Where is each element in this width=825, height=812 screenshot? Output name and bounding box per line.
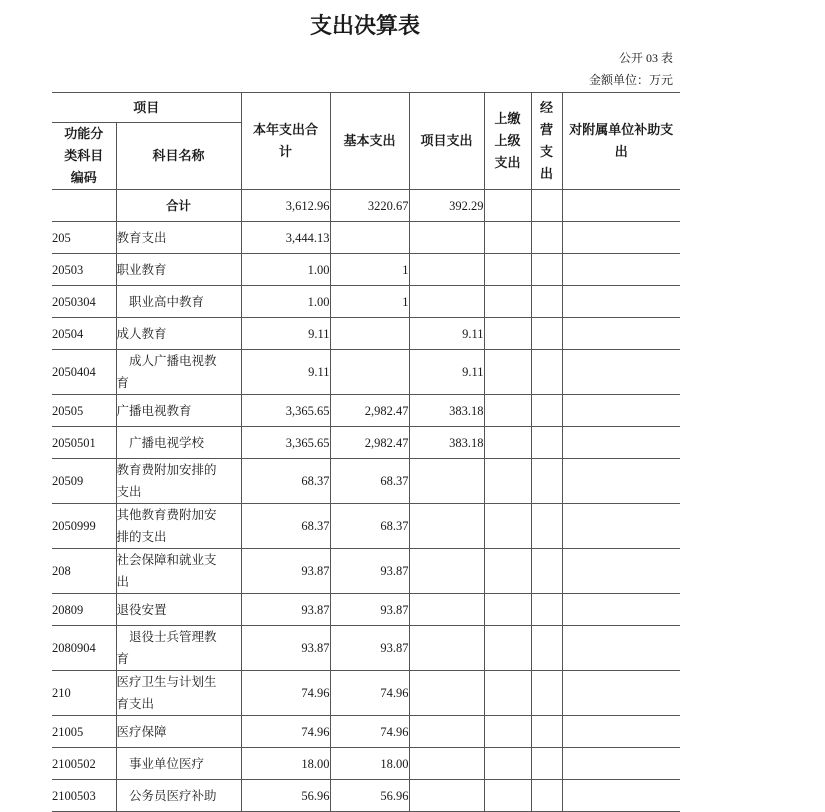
header-subject-name — [116, 123, 241, 190]
subject-code: 205 — [52, 222, 116, 254]
total-expense-value: 3,612.96 — [241, 190, 330, 222]
table-row — [52, 626, 680, 671]
table-row — [52, 222, 680, 254]
remit-to-superior-value — [484, 716, 531, 748]
subject-code: 210 — [52, 671, 116, 716]
subject-code: 2050404 — [52, 350, 116, 395]
basic-expense-value: 1 — [330, 286, 409, 318]
project-expense-value — [409, 254, 484, 286]
subject-name — [116, 716, 241, 748]
header-remit-to-superior — [484, 93, 531, 190]
subject-code: 2050304 — [52, 286, 116, 318]
remit-to-superior-value — [484, 671, 531, 716]
table-row — [52, 716, 680, 748]
subject-name — [116, 350, 241, 395]
header-basic-expense — [330, 93, 409, 190]
project-expense-value: 383.18 — [409, 395, 484, 427]
table-row — [52, 504, 680, 549]
expenditure-table — [52, 92, 680, 812]
header-subsidy-to-affiliates — [562, 93, 680, 190]
project-expense-value — [409, 549, 484, 594]
basic-expense-value — [330, 222, 409, 254]
subject-code: 2050501 — [52, 427, 116, 459]
subject-name — [116, 549, 241, 594]
basic-expense-value: 74.96 — [330, 671, 409, 716]
project-expense-value — [409, 594, 484, 626]
subject-name — [116, 594, 241, 626]
subject-code: 2100503 — [52, 780, 116, 812]
business-expense-value — [531, 459, 562, 504]
subject-code: 2050999 — [52, 504, 116, 549]
amount-unit: 金额单位：万元 — [588, 73, 673, 87]
remit-to-superior-value — [484, 780, 531, 812]
subject-code: 2080904 — [52, 626, 116, 671]
table-row — [52, 671, 680, 716]
basic-expense-value: 93.87 — [330, 626, 409, 671]
total-expense-value: 93.87 — [241, 594, 330, 626]
subject-name — [116, 318, 241, 350]
total-expense-value: 56.96 — [241, 780, 330, 812]
subject-name-text: 合计 — [166, 198, 192, 213]
table-row — [52, 395, 680, 427]
subsidy-to-affiliates-value — [562, 748, 680, 780]
total-expense-value: 74.96 — [241, 671, 330, 716]
subject-name-text: 教育费附加安排的支出 — [116, 463, 217, 499]
project-expense-value — [409, 748, 484, 780]
header-subject-name-label: 科目名称 — [152, 148, 205, 163]
header-item-label: 项目 — [133, 99, 160, 115]
remit-to-superior-value — [484, 222, 531, 254]
header-function-code — [52, 123, 116, 190]
project-expense-value: 9.11 — [409, 350, 484, 395]
subject-name — [116, 190, 241, 222]
subject-name-text: 社会保障和就业支出 — [116, 553, 217, 589]
basic-expense-value — [330, 318, 409, 350]
basic-expense-value: 2,982.47 — [330, 427, 409, 459]
business-expense-value — [531, 222, 562, 254]
basic-expense-value: 74.96 — [330, 716, 409, 748]
subject-name-text: 教育支出 — [116, 230, 167, 245]
total-expense-value: 68.37 — [241, 504, 330, 549]
total-expense-value: 93.87 — [241, 626, 330, 671]
subsidy-to-affiliates-value — [562, 504, 680, 549]
subject-code: 20505 — [52, 395, 116, 427]
subsidy-to-affiliates-value — [562, 549, 680, 594]
subject-code: 20504 — [52, 318, 116, 350]
basic-expense-value: 2,982.47 — [330, 395, 409, 427]
subsidy-to-affiliates-value — [562, 459, 680, 504]
subject-name — [116, 780, 241, 812]
basic-expense-value: 93.87 — [330, 549, 409, 594]
table-row — [52, 780, 680, 812]
subsidy-to-affiliates-value — [562, 626, 680, 671]
business-expense-value — [531, 594, 562, 626]
subject-code: 21005 — [52, 716, 116, 748]
subsidy-to-affiliates-value — [562, 427, 680, 459]
header-total-expense — [241, 93, 330, 190]
subject-name-text: 其他教育费附加安排的支出 — [116, 508, 217, 544]
business-expense-value — [531, 286, 562, 318]
total-expense-value: 93.87 — [241, 549, 330, 594]
subject-name-text: 退役安置 — [116, 602, 167, 617]
header-project-expense — [409, 93, 484, 190]
table-header — [52, 93, 680, 190]
subsidy-to-affiliates-value — [562, 222, 680, 254]
subsidy-to-affiliates-value — [562, 350, 680, 395]
subject-name-text: 事业单位医疗 — [129, 756, 205, 771]
project-expense-value — [409, 504, 484, 549]
subsidy-to-affiliates-value — [562, 318, 680, 350]
project-expense-value: 392.29 — [409, 190, 484, 222]
remit-to-superior-value — [484, 190, 531, 222]
header-item — [52, 93, 241, 123]
project-expense-value — [409, 459, 484, 504]
remit-to-superior-value — [484, 318, 531, 350]
business-expense-value — [531, 395, 562, 427]
header-function-code-label: 功能分类科目编码 — [64, 126, 104, 185]
table-row — [52, 594, 680, 626]
subject-name-text: 广播电视教育 — [116, 403, 192, 418]
business-expense-value — [531, 671, 562, 716]
subject-code: 20809 — [52, 594, 116, 626]
total-expense-value: 3,365.65 — [241, 427, 330, 459]
business-expense-value — [531, 350, 562, 395]
table-row — [52, 549, 680, 594]
basic-expense-value: 3220.67 — [330, 190, 409, 222]
header-row-top — [52, 93, 680, 123]
remit-to-superior-value — [484, 504, 531, 549]
subsidy-to-affiliates-value — [562, 190, 680, 222]
total-row — [52, 190, 680, 222]
business-expense-value — [531, 254, 562, 286]
basic-expense-value: 68.37 — [330, 459, 409, 504]
subsidy-to-affiliates-value — [562, 254, 680, 286]
subject-name — [116, 222, 241, 254]
total-expense-value: 1.00 — [241, 254, 330, 286]
subject-code — [52, 190, 116, 222]
subject-name — [116, 748, 241, 780]
page-title: 支出决算表 — [309, 13, 420, 38]
remit-to-superior-value — [484, 254, 531, 286]
subsidy-to-affiliates-value — [562, 671, 680, 716]
total-expense-value: 1.00 — [241, 286, 330, 318]
subsidy-to-affiliates-value — [562, 594, 680, 626]
subject-name-text: 广播电视学校 — [129, 435, 205, 450]
header-total-expense-label: 本年支出合计 — [253, 122, 319, 159]
remit-to-superior-value — [484, 748, 531, 780]
subject-name — [116, 395, 241, 427]
project-expense-value — [409, 716, 484, 748]
subject-name-text: 公务员医疗补助 — [129, 788, 217, 803]
subject-name — [116, 427, 241, 459]
subject-name — [116, 671, 241, 716]
total-expense-value: 3,365.65 — [241, 395, 330, 427]
table-row — [52, 350, 680, 395]
subject-name-text: 成人教育 — [116, 326, 167, 341]
basic-expense-value — [330, 350, 409, 395]
subsidy-to-affiliates-value — [562, 286, 680, 318]
project-expense-value: 9.11 — [409, 318, 484, 350]
basic-expense-value: 56.96 — [330, 780, 409, 812]
business-expense-value — [531, 427, 562, 459]
header-basic-expense-label: 基本支出 — [343, 133, 396, 148]
total-expense-value: 3,444.13 — [241, 222, 330, 254]
subject-code: 20503 — [52, 254, 116, 286]
project-expense-value — [409, 222, 484, 254]
subject-name — [116, 504, 241, 549]
table-row — [52, 318, 680, 350]
remit-to-superior-value — [484, 395, 531, 427]
remit-to-superior-value — [484, 459, 531, 504]
subject-name-text: 退役士兵管理教育 — [116, 630, 217, 666]
header-subsidy-to-affiliates-label: 对附属单位补助支出 — [569, 122, 674, 159]
header-project-expense-label: 项目支出 — [420, 133, 473, 148]
business-expense-value — [531, 504, 562, 549]
subsidy-to-affiliates-value — [562, 395, 680, 427]
business-expense-value — [531, 780, 562, 812]
business-expense-value — [531, 190, 562, 222]
subsidy-to-affiliates-value — [562, 716, 680, 748]
subject-name — [116, 286, 241, 318]
total-expense-value: 9.11 — [241, 318, 330, 350]
basic-expense-value: 18.00 — [330, 748, 409, 780]
table-row — [52, 286, 680, 318]
form-number: 公开 03 表 — [618, 51, 673, 65]
subsidy-to-affiliates-value — [562, 780, 680, 812]
project-expense-value — [409, 780, 484, 812]
table-row — [52, 427, 680, 459]
business-expense-value — [531, 748, 562, 780]
remit-to-superior-value — [484, 350, 531, 395]
remit-to-superior-value — [484, 286, 531, 318]
basic-expense-value: 68.37 — [330, 504, 409, 549]
business-expense-value — [531, 318, 562, 350]
table-body — [52, 190, 680, 812]
subject-name — [116, 254, 241, 286]
header-business-expense-label: 经营支出 — [540, 100, 554, 181]
subject-name-text: 医疗保障 — [116, 724, 167, 739]
business-expense-value — [531, 549, 562, 594]
project-expense-value: 383.18 — [409, 427, 484, 459]
remit-to-superior-value — [484, 626, 531, 671]
total-expense-value: 68.37 — [241, 459, 330, 504]
header-business-expense — [531, 93, 562, 190]
subject-code: 2100502 — [52, 748, 116, 780]
business-expense-value — [531, 626, 562, 671]
remit-to-superior-value — [484, 594, 531, 626]
subject-name-text: 职业高中教育 — [129, 294, 205, 309]
header-remit-to-superior-label: 上缴上级支出 — [494, 111, 521, 170]
subject-code: 208 — [52, 549, 116, 594]
table-row — [52, 459, 680, 504]
basic-expense-value: 1 — [330, 254, 409, 286]
subject-name — [116, 459, 241, 504]
project-expense-value — [409, 671, 484, 716]
total-expense-value: 74.96 — [241, 716, 330, 748]
subject-name-text: 医疗卫生与计划生育支出 — [116, 675, 217, 711]
project-expense-value — [409, 286, 484, 318]
remit-to-superior-value — [484, 427, 531, 459]
subject-name — [116, 626, 241, 671]
total-expense-value: 9.11 — [241, 350, 330, 395]
remit-to-superior-value — [484, 549, 531, 594]
table-row — [52, 254, 680, 286]
total-expense-value: 18.00 — [241, 748, 330, 780]
business-expense-value — [531, 716, 562, 748]
table-row — [52, 748, 680, 780]
project-expense-value — [409, 626, 484, 671]
subject-name-text: 成人广播电视教育 — [116, 354, 217, 390]
subject-code: 20509 — [52, 459, 116, 504]
subject-name-text: 职业教育 — [116, 262, 167, 277]
basic-expense-value: 93.87 — [330, 594, 409, 626]
